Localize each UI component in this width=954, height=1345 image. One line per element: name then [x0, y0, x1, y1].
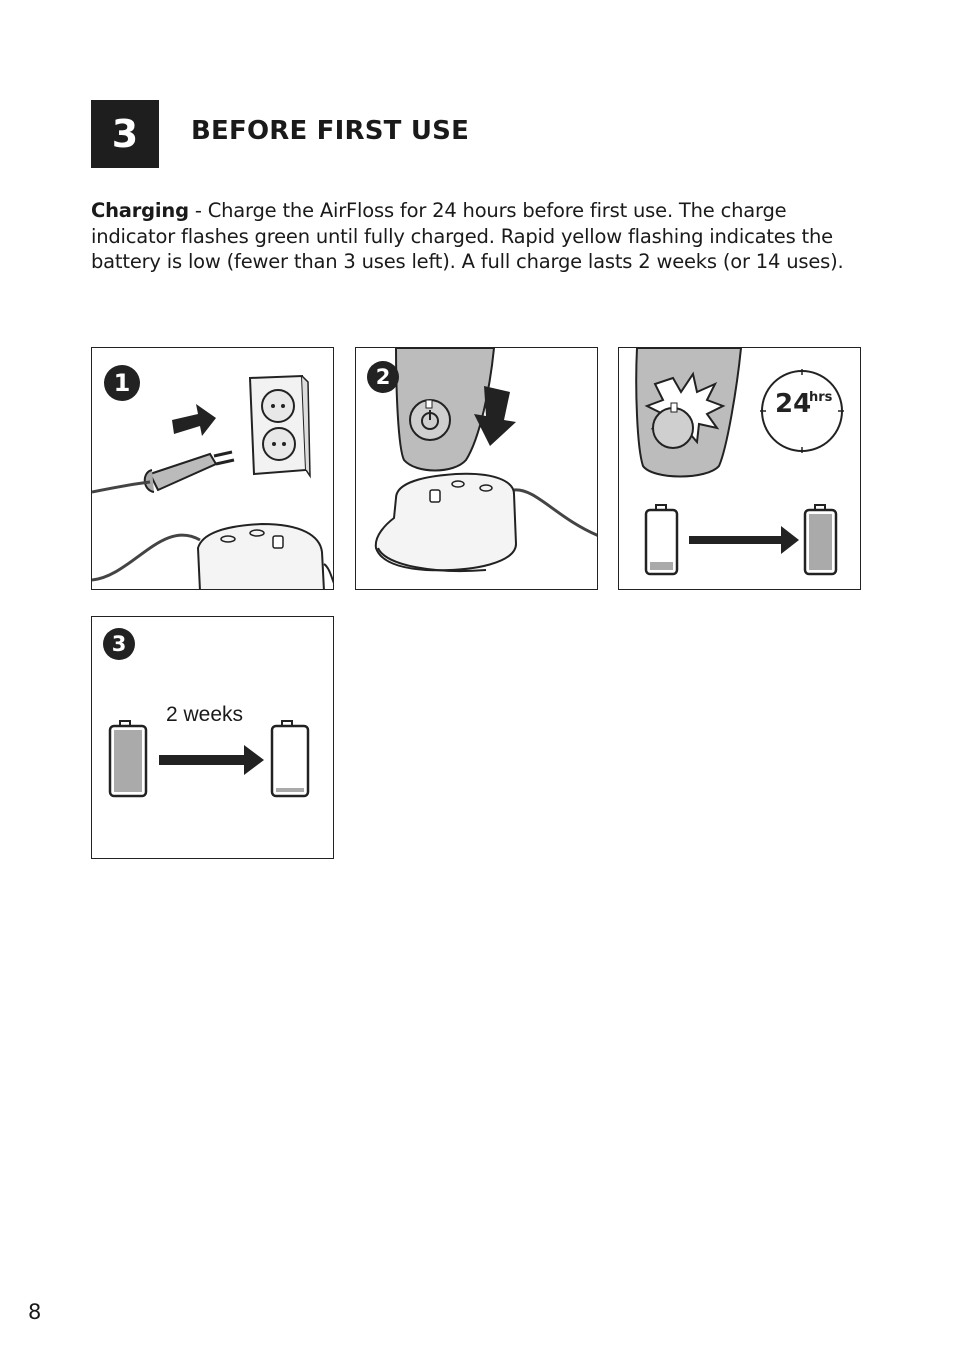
section-title: BEFORE FIRST USE [191, 116, 470, 146]
section-number-badge: 3 [91, 100, 159, 168]
charging-paragraph [91, 198, 861, 275]
duration-label: 2 weeks [166, 703, 244, 726]
battery-low-icon [646, 505, 677, 574]
charge-illustration [619, 348, 861, 590]
step-number-3: 3 [103, 628, 135, 660]
panel-place-on-charger [355, 347, 598, 590]
charging-lead: Charging [91, 199, 189, 222]
plug-icon [145, 452, 234, 492]
arrow-right-icon [172, 404, 216, 436]
arrow-right-icon [159, 745, 264, 775]
battery-full-icon [110, 721, 146, 796]
step-number-2: 2 [367, 361, 399, 393]
step-number-1: 1 [104, 365, 140, 401]
charger-base-icon [376, 474, 516, 571]
timer-unit: hrs [809, 390, 833, 405]
wall-outlet-icon [250, 376, 310, 476]
page-number: 8 [28, 1300, 42, 1324]
charging-text: - Charge the AirFloss for 24 hours before first use. The charge indicator flashes green until fully charged. Rapid yellow flashing indicates the battery is low (fewer than 3 uses left). A full charge lasts 2 weeks (or 14 uses). [91, 199, 844, 273]
battery-empty-icon [272, 721, 308, 796]
charger-base-icon [198, 524, 334, 590]
panel-charge-24hrs [618, 347, 861, 590]
battery-full-icon [805, 505, 836, 574]
arrow-right-icon [689, 526, 799, 554]
panel-plug-in [91, 347, 334, 590]
panel-two-weeks [91, 616, 334, 859]
timer-value: 24 [775, 389, 812, 419]
